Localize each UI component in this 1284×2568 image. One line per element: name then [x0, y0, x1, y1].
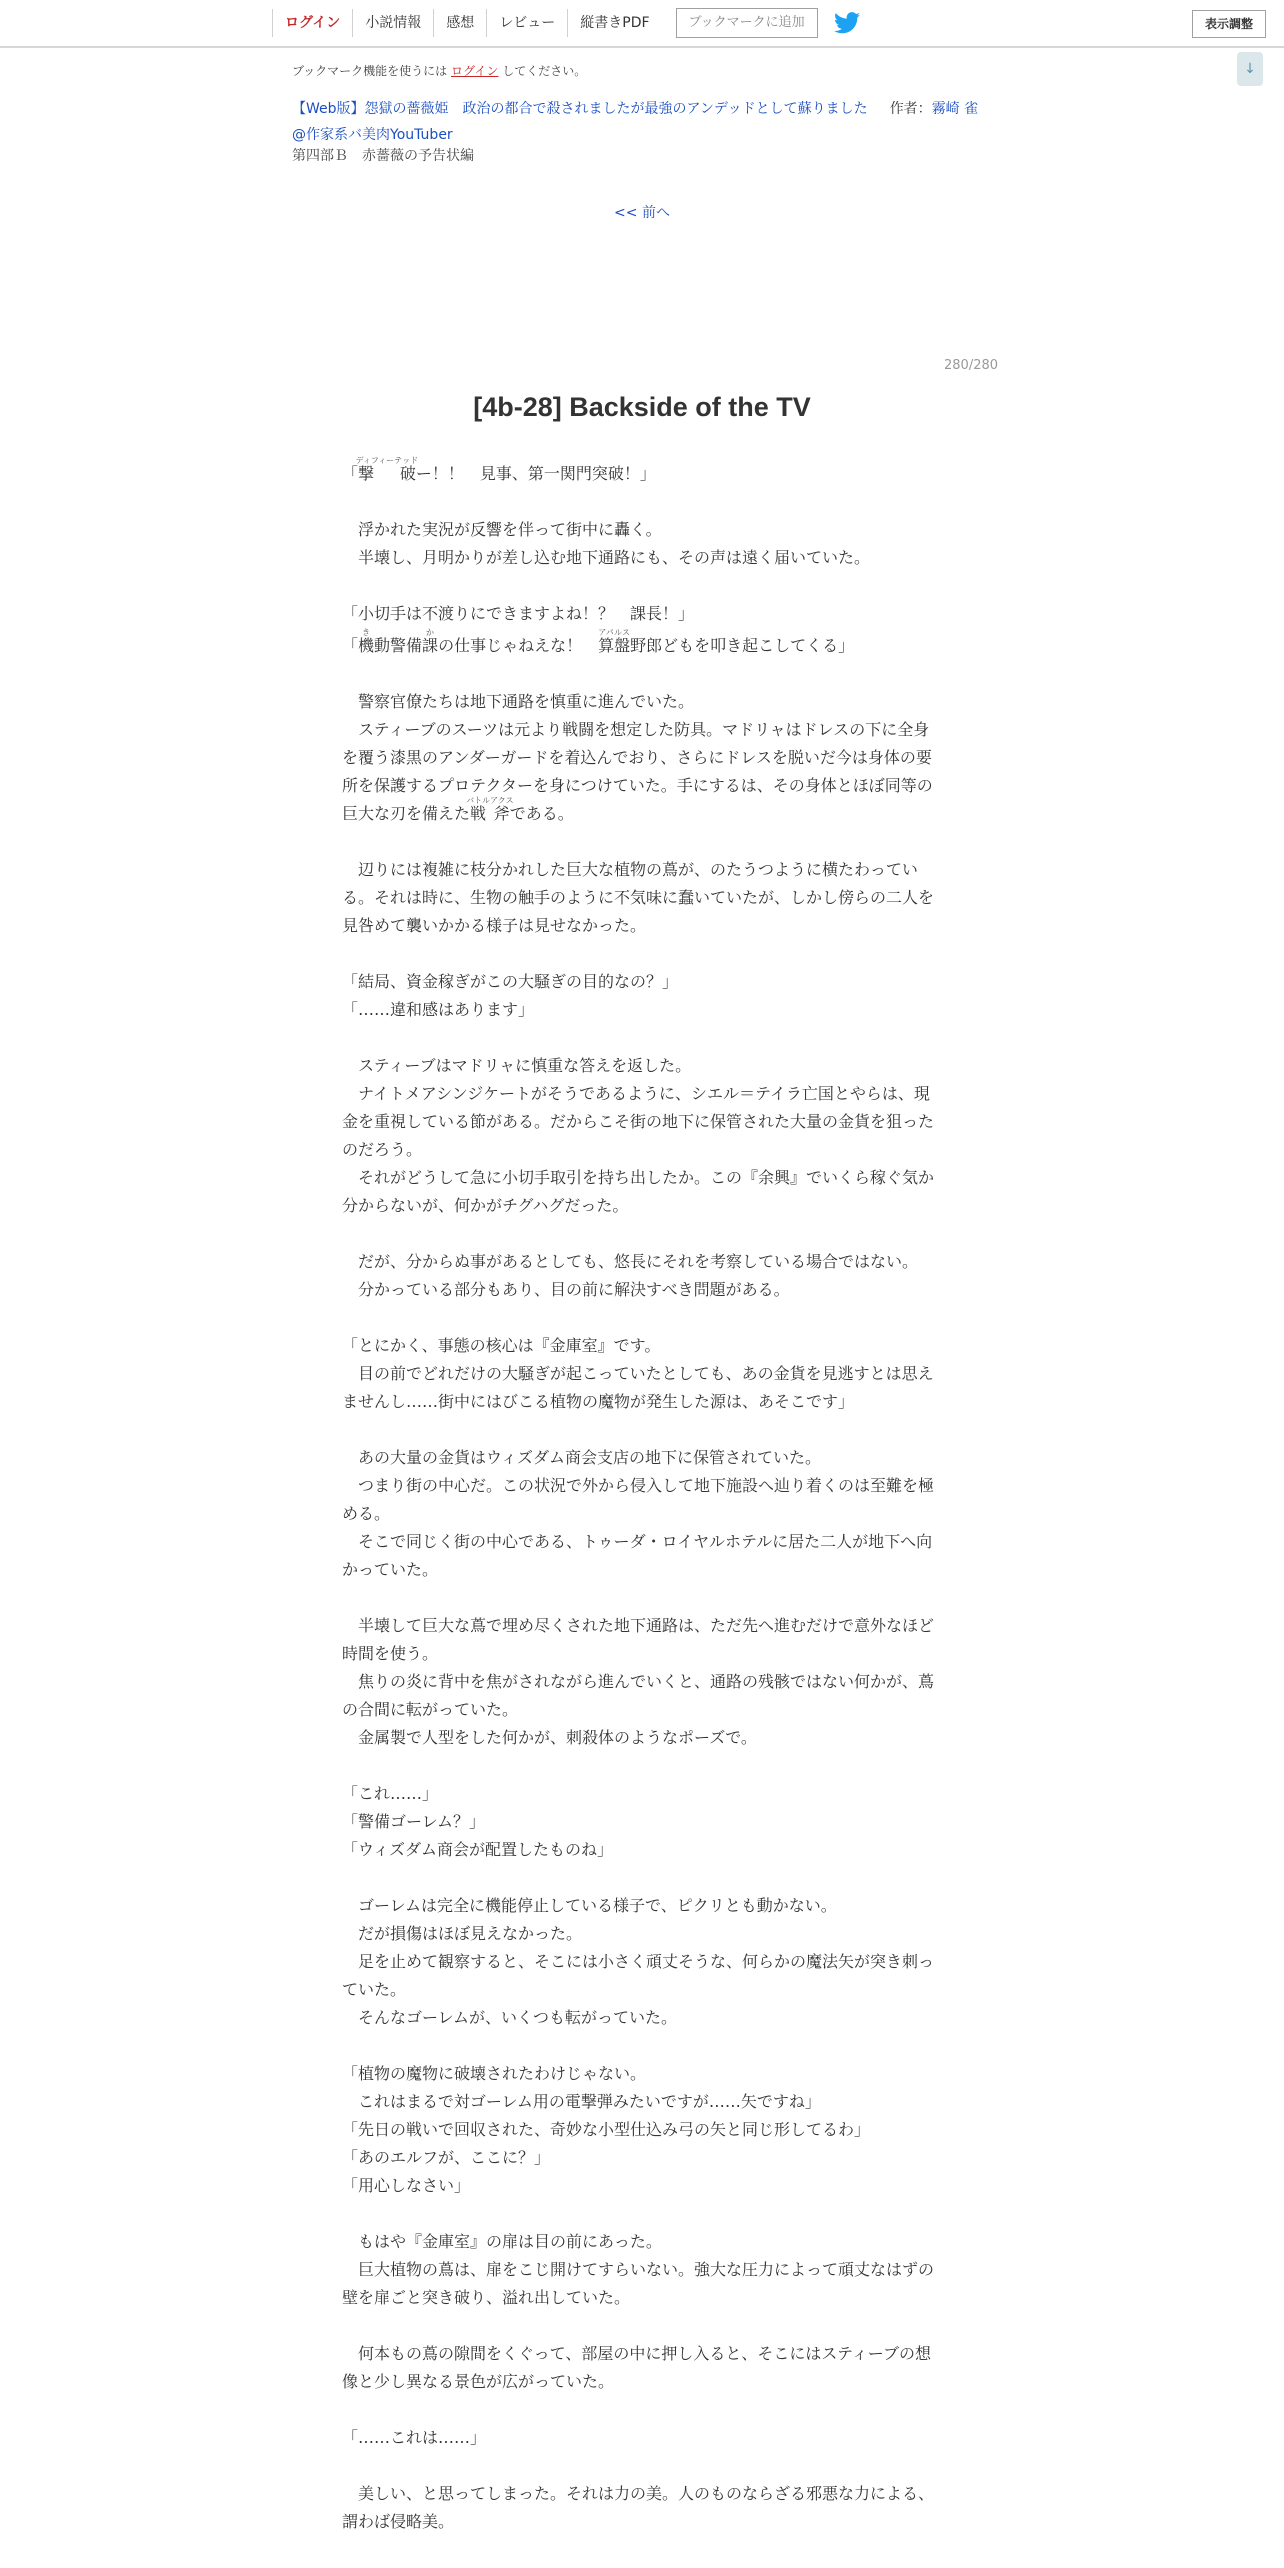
novel-line: 何本もの蔦の隙間をくぐって、部屋の中に押し入ると、そこにはスティーブの想像と少し異なる景色が広がっていた。: [342, 2344, 931, 2391]
novel-line: 美しい、と思ってしまった。それは力の美。人のものならざる邪悪な力による、謂わば侵略美。: [342, 2484, 935, 2531]
ruby-annotation: 算盤アパルス: [598, 628, 631, 655]
novel-line: [342, 1220, 942, 1248]
novel-line: 「とにかく、事態の核心は『金庫室』です。: [342, 1336, 661, 1355]
novel-line: 半壊して巨大な蔦で埋め尽くされた地下通路は、ただ先へ進むだけで意外なほど時間を使う。: [342, 1616, 935, 1663]
novel-line: 巨大植物の蔦は、扉をこじ開けてすらいない。強大な圧力によって頑丈なはずの壁を扉ごと突き破り、溢れ出していた。: [342, 2260, 935, 2307]
novel-line: 辺りには複雑に枝分かれした巨大な植物の蔦が、のたうつように横たわっている。それは時に、生物の触手のように不気味に蠢いていたが、しかし傍らの二人を見咎めて襲いかかる様子は見せなかった。: [342, 860, 935, 935]
ruby-annotation: 機き: [358, 628, 375, 655]
ruby-annotation: 課か: [422, 628, 439, 655]
novel-line: 「機き動警備課かの仕事じゃねえな！ 算盤アパルス野郎どもを叩き起こしてくる」: [342, 628, 855, 655]
novel-line: [342, 488, 942, 516]
page-counter: 280/280: [944, 358, 999, 373]
novel-line: [342, 572, 942, 600]
novel-line: [342, 940, 942, 968]
novel-line: 半壊し、月明かりが差し込む地下通路にも、その声は遠く届いていた。: [342, 548, 871, 567]
impressions-link[interactable]: 感想: [433, 9, 486, 37]
novel-line: 「先日の戦いで回収された、奇妙な小型仕込み弓の矢と同じ形してるわ」: [342, 2120, 871, 2139]
novel-line: [342, 828, 942, 856]
novel-line: もはや『金庫室』の扉は目の前にあった。: [342, 2232, 662, 2251]
novel-line: [342, 1416, 942, 1444]
scroll-down-tab[interactable]: ↓: [1237, 52, 1263, 86]
top-bar: [0, 0, 1284, 48]
add-bookmark-button[interactable]: ブックマークに追加: [676, 8, 818, 38]
review-link[interactable]: レビュー: [486, 9, 567, 37]
series-info: [292, 96, 1012, 148]
series-title-link[interactable]: 【Web版】怨獄の薔薇姫 政治の都合で殺されましたが最強のアンデッドとして蘇りました: [292, 101, 868, 117]
novel-line: 「……これは……」: [342, 2428, 487, 2447]
novel-line: [342, 1304, 942, 1332]
novel-line: 警察官僚たちは地下通路を慎重に進んでいた。: [342, 692, 695, 711]
novel-line: そんなゴーレムが、いくつも転がっていた。: [342, 2008, 678, 2027]
ruby-annotation: 戦斧バトルアクス: [466, 796, 514, 823]
vertical-pdf-link[interactable]: 縦書きPDF: [567, 9, 661, 37]
novel-line: そこで同じく街の中心である、トゥーダ・ロイヤルホテルに居た二人が地下へ向かっていた。: [342, 1532, 933, 1579]
novel-line: 「結局、資金稼ぎがこの大騒ぎの目的なの？」: [342, 972, 679, 991]
novel-line: [342, 1864, 942, 1892]
novel-line: それがどうして急に小切手取引を持ち出したか。この『余興』でいくら稼ぐ気か分からないが、何かがチグハグだった。: [342, 1168, 935, 1215]
novel-line: [342, 660, 942, 688]
novel-line: だが損傷はほぼ見えなかった。: [342, 1924, 583, 1943]
chapter-group: 第四部Ｂ 赤薔薇の予告状編: [292, 148, 474, 164]
prev-link-text[interactable]: << 前へ: [614, 205, 670, 221]
novel-line: 「警備ゴーレム？」: [342, 1812, 486, 1831]
novel-line: 「ウィズダム商会が配置したものね」: [342, 1840, 614, 1859]
novel-line: [342, 2200, 942, 2228]
novel-line: 「あのエルフが、ここに？」: [342, 2148, 551, 2167]
novel-line: スティーブはマドリャに慎重な答えを返した。: [342, 1056, 692, 1075]
twitter-icon[interactable]: [834, 12, 860, 34]
author-sub-link[interactable]: @作家系バ美肉YouTuber: [292, 127, 453, 143]
novel-line: [342, 2312, 942, 2340]
ruby-annotation: 撃 破ディフィーテッド: [355, 456, 419, 483]
novel-line: [342, 2032, 942, 2060]
novel-line: 足を止めて観察すると、そこには小さく頑丈そうな、何らかの魔法矢が突き刺っていた。: [342, 1952, 935, 1999]
novel-line: 「撃 破ディフィーテッドー！！ 見事、第一関門突破！」: [342, 456, 656, 483]
login-link[interactable]: ログイン: [272, 9, 352, 37]
novel-line: 分かっている部分もあり、目の前に解決すべき問題がある。: [342, 1280, 790, 1299]
author-link[interactable]: 霧崎 雀: [931, 101, 979, 117]
novel-line: [342, 2452, 942, 2480]
bookmark-notice-before: ブックマーク機能を使うには: [292, 64, 451, 78]
bookmark-login-link[interactable]: ログイン: [450, 64, 499, 78]
novel-line: 金属製で人型をした何かが、刺殺体のようなポーズで。: [342, 1728, 757, 1747]
novel-line: [342, 1584, 942, 1612]
novel-line: 浮かれた実況が反響を伴って街中に轟く。: [342, 520, 662, 539]
novel-line: 「用心しなさい」: [342, 2176, 471, 2195]
display-settings-button[interactable]: 表示調整: [1192, 10, 1266, 38]
novel-line: スティーブのスーツは元より戦闘を想定した防具。マドリャはドレスの下に全身を覆う漆黒のアンダーガードを着込んでおり、さらにドレスを脱いだ今は身体の要所を保護するプロテクターを身につけていた。手にするは、その身体とほぼ同等の巨大な刃を備えた戦斧バトルアクスである。: [342, 720, 933, 823]
novel-line: ゴーレムは完全に機能停止している様子で、ピクリとも動かない。: [342, 1896, 837, 1915]
novel-line: [342, 1024, 942, 1052]
novel-line: 焦りの炎に背中を焦がされながら進んでいくと、通路の残骸ではない何かが、蔦の合間に転がっていた。: [342, 1672, 935, 1719]
novel-line: だが、分からぬ事があるとしても、悠長にそれを考察している場合ではない。: [342, 1252, 919, 1271]
novel-line: 「……違和感はあります」: [342, 1000, 535, 1019]
bookmark-notice: [292, 62, 586, 79]
bookmark-notice-after: してください。: [498, 64, 587, 78]
chapter-title: [4b-28] Backside of the TV: [473, 392, 811, 422]
novel-line: 「植物の魔物に破壊されたわけじゃない。: [342, 2064, 647, 2083]
novel-line: ナイトメアシンジケートがそうであるように、シエル＝テイラ亡国とやらは、現金を重視している節がある。だからこそ街の地下に保管された大量の金貨を狙ったのだろう。: [342, 1084, 935, 1159]
novel-line: 「これ……」: [342, 1784, 439, 1803]
novel-body: [342, 456, 942, 2536]
novel-line: つまり街の中心だ。この状況で外から侵入して地下施設へ辿り着くのは至難を極める。: [342, 1476, 935, 1523]
novel-line: 「小切手は不渡りにできますよね！？ 課長！」: [342, 604, 695, 623]
prev-page-link: [0, 202, 1284, 222]
novel-line: 目の前でどれだけの大騒ぎが起こっていたとしても、あの金貨を見逃すとは思えませんし……街中にはびこる植物の魔物が発生した源は、あそこです」: [342, 1364, 934, 1411]
novel-line: これはまるで対ゴーレム用の電撃弾みたいですが……矢ですね」: [342, 2092, 821, 2111]
novel-info-link[interactable]: 小説情報: [352, 9, 433, 37]
novel-line: [342, 2396, 942, 2424]
novel-line: あの大量の金貨はウィズダム商会支店の地下に保管されていた。: [342, 1448, 822, 1467]
main-nav: [272, 0, 860, 46]
novel-line: [342, 1752, 942, 1780]
author-label: 作者：: [889, 101, 932, 117]
